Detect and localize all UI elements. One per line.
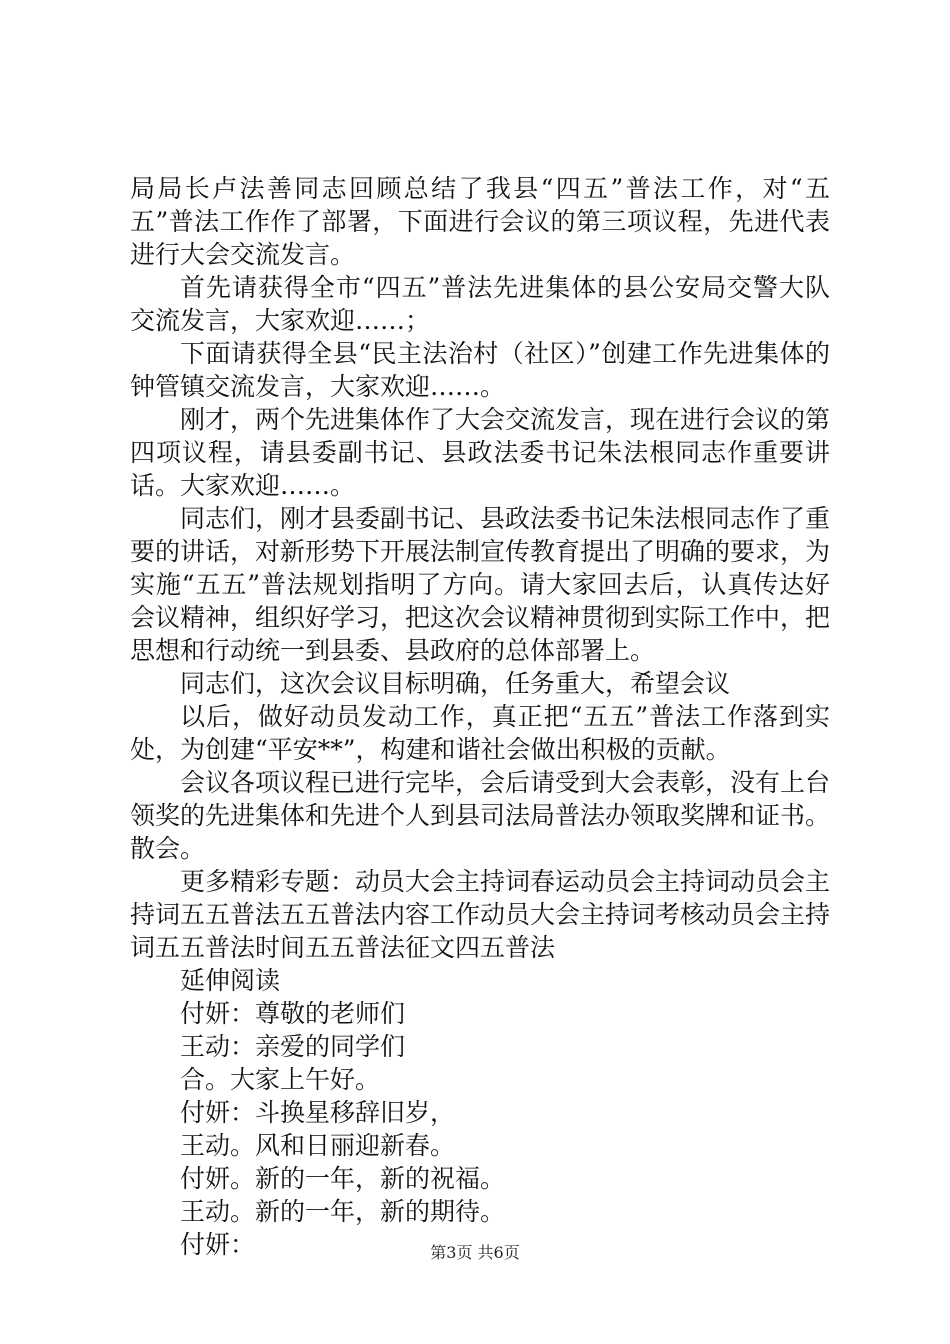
- paragraph-3: 下面请获得全县“民主法治村（社区）”创建工作先进集体的钟管镇交流发言，大家欢迎……。: [130, 339, 830, 401]
- paragraph-11: 付妍：尊敬的老师们: [180, 999, 406, 1028]
- paragraph-2: 首先请获得全市“四五”普法先进集体的县公安局交警大队交流发言，大家欢迎……；: [130, 273, 830, 335]
- paragraph-12: 王动：亲爱的同学们: [180, 1032, 406, 1061]
- paragraph-8: 会议各项议程已进行完毕，会后请受到大会表彰，没有上台领奖的先进集体和先进个人到县司法局普法办领取奖牌和证书。散会。: [130, 768, 831, 863]
- paragraph-18: 付妍：: [180, 1230, 256, 1259]
- paragraph-10: 延伸阅读: [180, 966, 281, 995]
- paragraph-17: 王动。新的一年，新的期待。: [180, 1197, 506, 1226]
- paragraph-4: 刚才，两个先进集体作了大会交流发言，现在进行会议的第四项议程，请县委副书记、县政法委书记朱法根同志作重要讲话。大家欢迎……。: [130, 405, 831, 500]
- paragraph-6: 同志们，这次会议目标明确，任务重大，希望会议: [180, 669, 731, 698]
- paragraph-15: 王动。风和日丽迎新春。: [180, 1131, 456, 1160]
- paragraph-5: 同志们，刚才县委副书记、县政法委书记朱法根同志作了重要的讲话，对新形势下开展法制宣传教育提出了明确的要求，为实施“五五”普法规划指明了方向。请大家回去后，认真传达好会议精神，组织好学习，把这次会议精神贯彻到实际工作中，把思想和行动统一到县委、县政府的总体部署上。: [130, 504, 831, 665]
- page-number-footer: 第3页 共6页: [430, 1243, 520, 1262]
- paragraph-16: 付妍。新的一年，新的祝福。: [180, 1164, 506, 1193]
- paragraph-9: 更多精彩专题：动员大会主持词春运动员会主持词动员会主持词五五普法五五普法内容工作动员大会主持词考核动员会主持词五五普法时间五五普法征文四五普法: [130, 867, 831, 962]
- document-body: [130, 172, 830, 1261]
- paragraph-13: 合。大家上午好。: [180, 1065, 381, 1094]
- paragraph-7: 以后，做好动员发动工作，真正把“五五”普法工作落到实处，为创建“平安**”，构建和谐社会做出积极的贡献。: [130, 702, 830, 764]
- paragraph-1: 局局长卢法善同志回顾总结了我县“四五”普法工作，对“五五”普法工作作了部署，下面进行会议的第三项议程，先进代表进行大会交流发言。: [130, 174, 830, 269]
- paragraph-14: 付妍：斗换星移辞旧岁，: [180, 1098, 456, 1127]
